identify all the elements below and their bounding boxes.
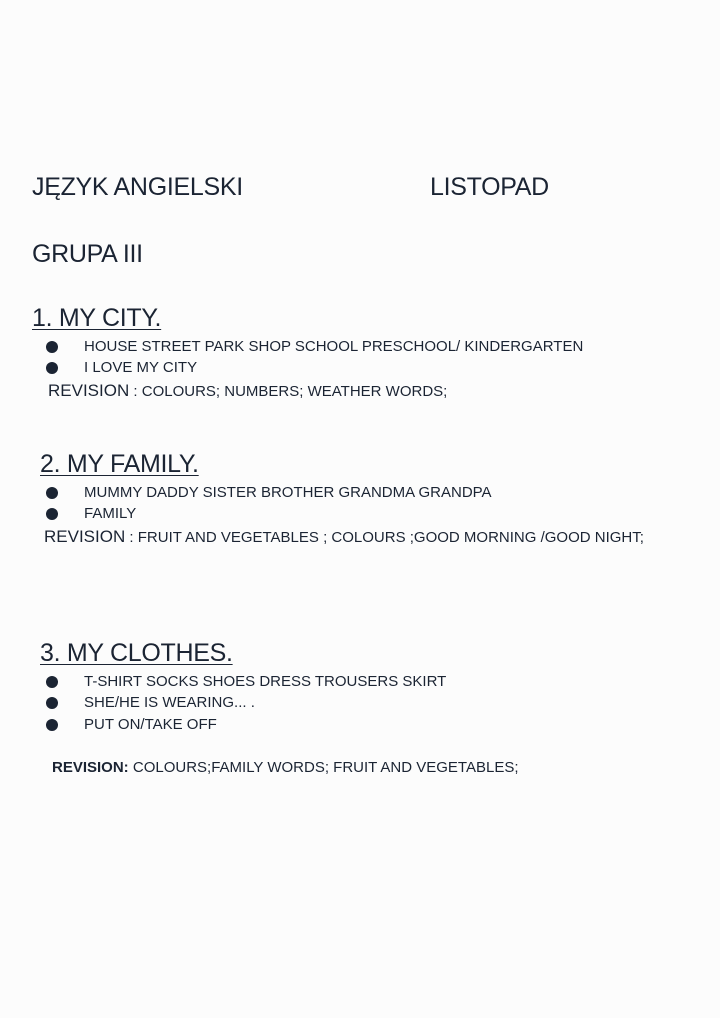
bullet-icon (46, 676, 58, 688)
revision-label: REVISION (44, 527, 126, 546)
revision-label: REVISION (48, 381, 130, 400)
list-item: FAMILY (84, 505, 137, 522)
bullet-icon (46, 362, 58, 374)
list-item: PUT ON/TAKE OFF (84, 716, 217, 733)
section-title-my-city: 1. MY CITY. (32, 304, 162, 332)
list-item: T-SHIRT SOCKS SHOES DRESS TROUSERS SKIRT (84, 673, 447, 690)
list-item: MUMMY DADDY SISTER BROTHER GRANDMA GRANDPA (84, 484, 492, 501)
group-title: GRUPA III (32, 240, 143, 268)
bullet-icon (46, 508, 58, 520)
revision-text: : FRUIT AND VEGETABLES ; COLOURS ;GOOD MORNING /GOOD NIGHT; (125, 529, 644, 546)
revision-text: COLOURS;FAMILY WORDS; FRUIT AND VEGETABLES; (128, 759, 519, 776)
list-item: I LOVE MY CITY (84, 359, 198, 376)
bullet-icon (46, 487, 58, 499)
revision-line (44, 527, 644, 547)
list-item: HOUSE STREET PARK SHOP SCHOOL PRESCHOOL/ KINDERGARTEN (84, 338, 584, 355)
revision-text: : COLOURS; NUMBERS; WEATHER WORDS; (129, 383, 448, 400)
list-item: SHE/HE IS WEARING... . (84, 694, 255, 711)
bullet-icon (46, 719, 58, 731)
revision-line (52, 759, 519, 776)
revision-label: REVISION: (52, 759, 129, 776)
section-title-my-family: 2. MY FAMILY. (40, 450, 199, 478)
section-title-my-clothes: 3. MY CLOTHES. (40, 639, 233, 667)
revision-line (48, 381, 447, 401)
month-title: LISTOPAD (430, 173, 549, 201)
bullet-icon (46, 341, 58, 353)
subject-title: JĘZYK ANGIELSKI (32, 173, 243, 201)
bullet-icon (46, 697, 58, 709)
